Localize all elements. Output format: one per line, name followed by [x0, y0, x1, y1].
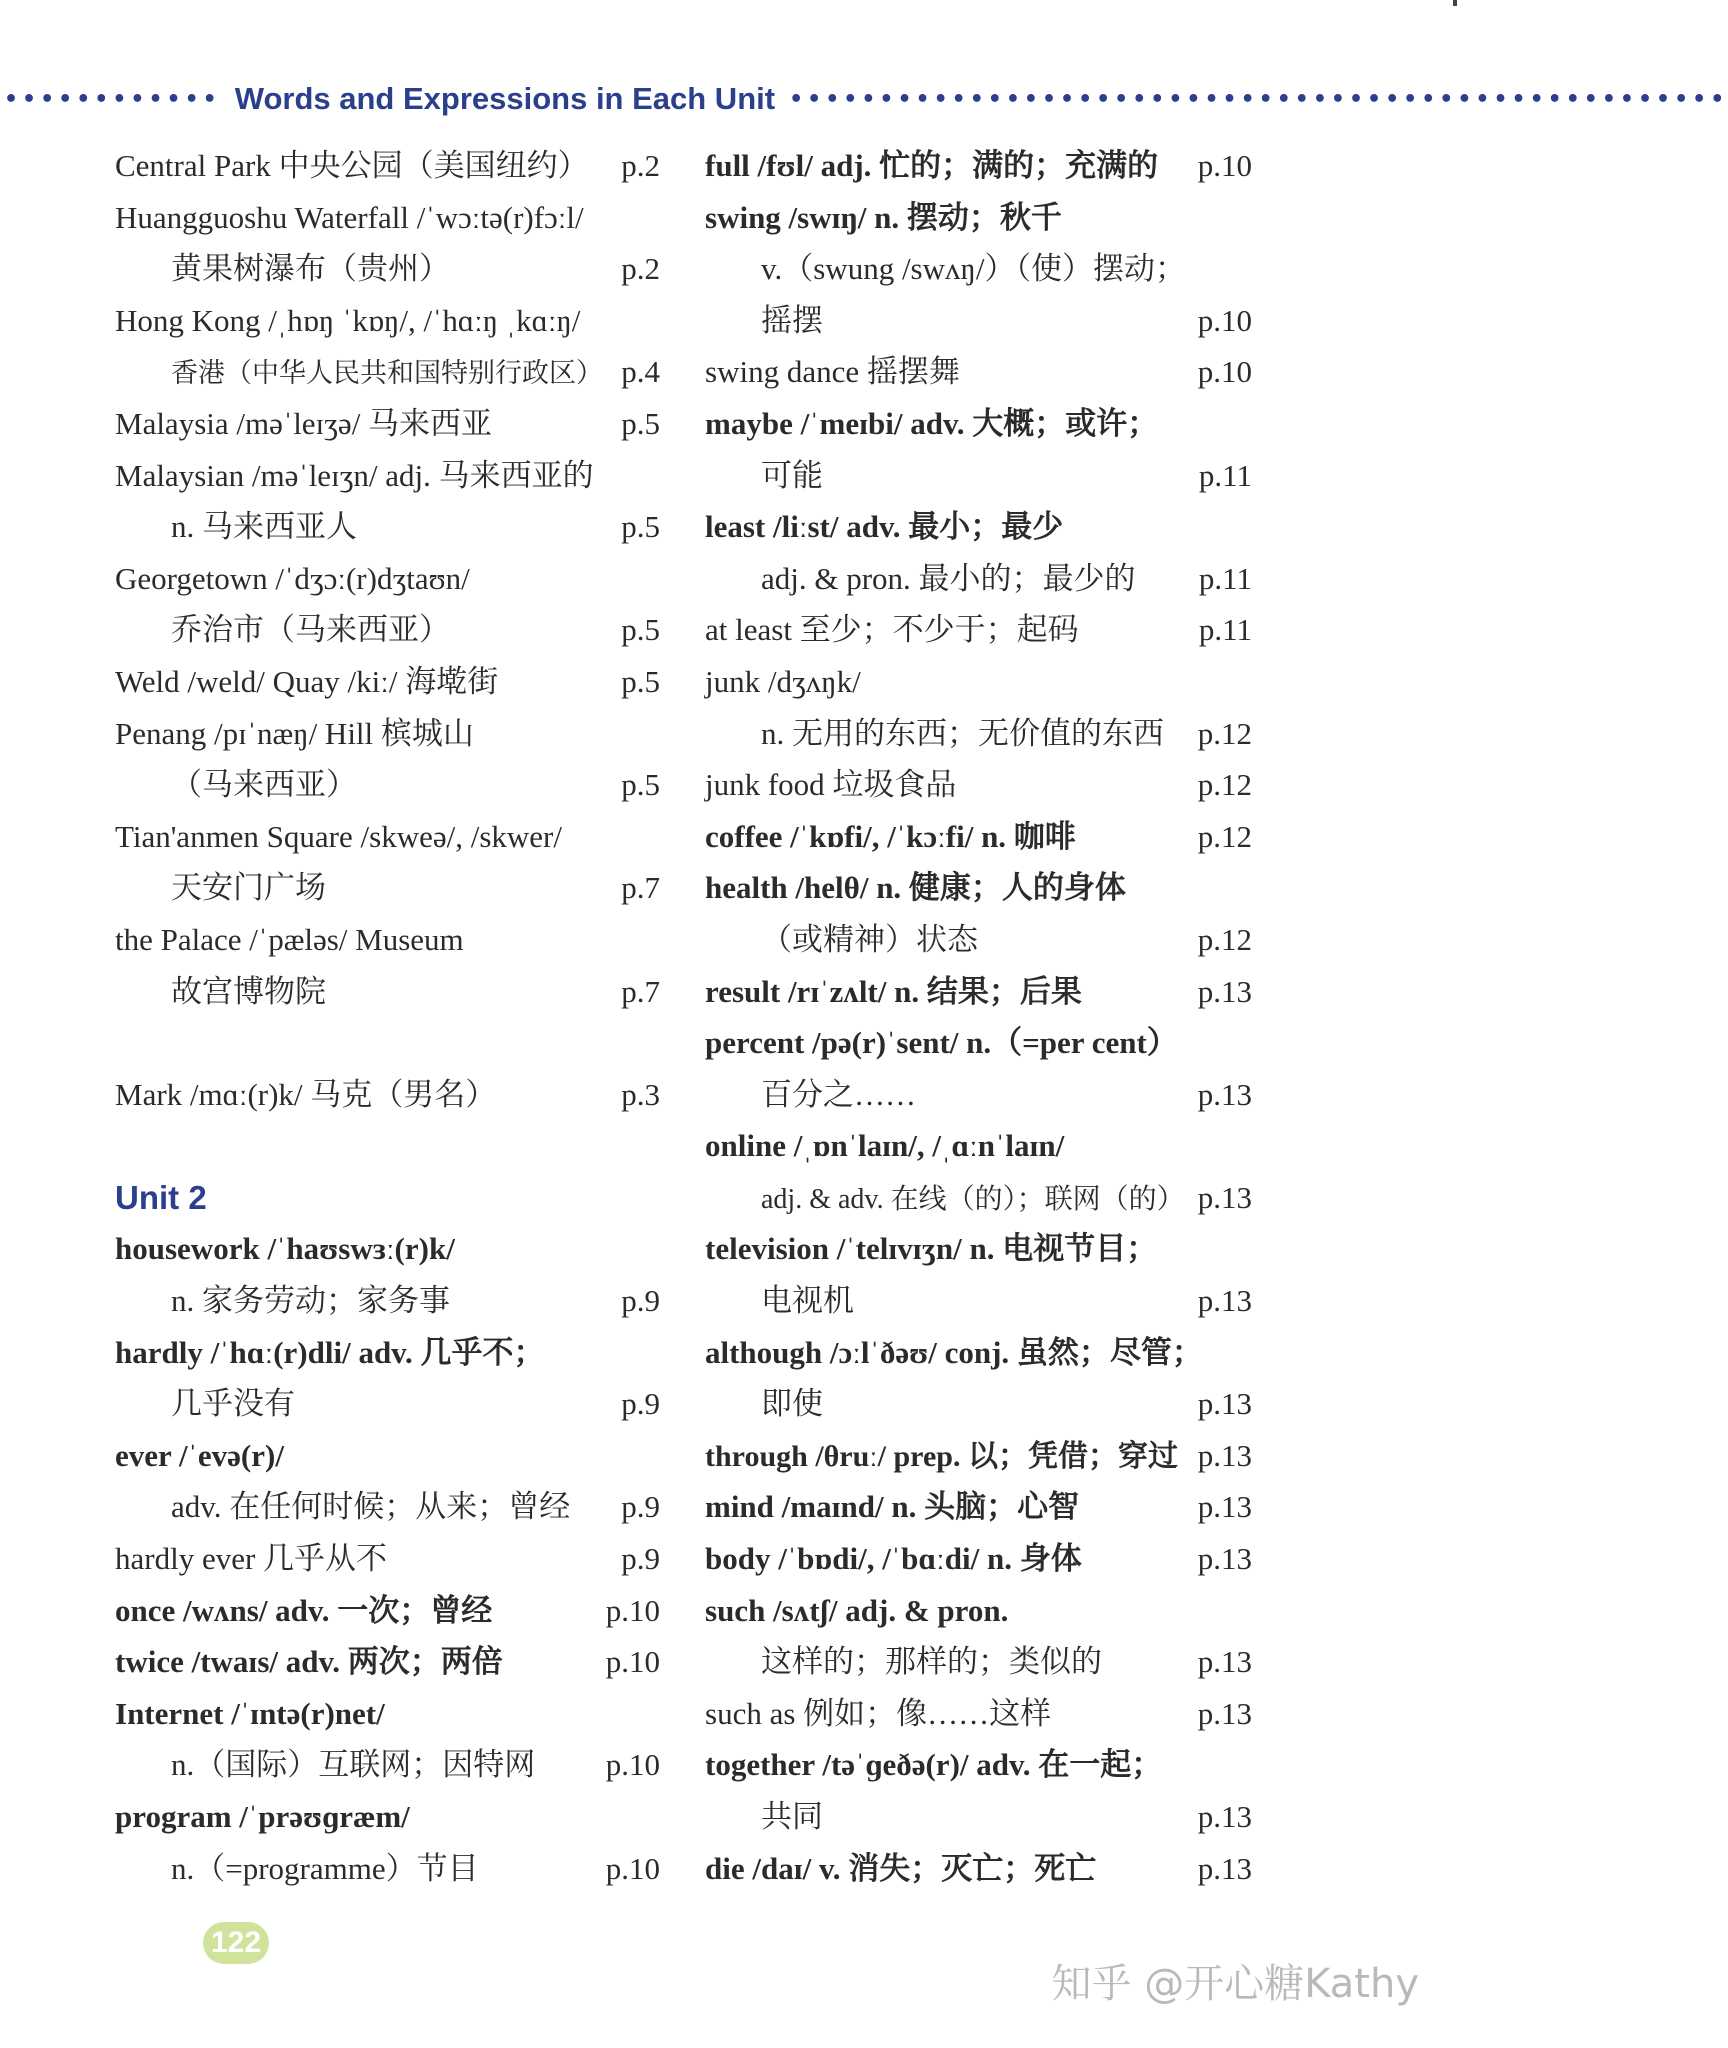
vocab-entry-text: result /rɪˈzʌlt/ n. 结果；后果 [705, 973, 1082, 1009]
vocab-entry-text: coffee /ˈkɒfi/, /ˈkɔːfi/ n. 咖啡 [705, 818, 1076, 854]
vocab-entry-text: at least 至少；不少于；起码 [705, 612, 1079, 648]
page-reference: p.5 [621, 663, 660, 699]
vocab-entry-text: health /helθ/ n. 健康；人的身体 [705, 870, 1126, 906]
vocab-entry-text: junk /dʒʌŋk/ [705, 663, 861, 699]
vocab-line [115, 192, 660, 244]
vocab-line [705, 553, 1252, 605]
vocab-entry-text: Internet /ˈɪntə(r)net/ [115, 1695, 385, 1731]
right-column [705, 140, 1252, 1894]
page-reference: p.13 [1197, 1489, 1252, 1525]
vocab-entry-text: through /θruː/ prep. 以；凭借；穿过 [705, 1439, 1178, 1473]
vocab-line [115, 1688, 660, 1740]
vocab-entry-text: housework /ˈhaʊswɜː(r)k/ [115, 1231, 455, 1267]
vocab-line [115, 708, 660, 760]
vocab-line [115, 553, 660, 605]
page-reference: p.13 [1197, 1076, 1252, 1112]
vocab-line [115, 604, 660, 656]
vocab-entry-text: online /ˌɒnˈlaɪn/, /ˌɑːnˈlaɪn/ [705, 1128, 1065, 1164]
vocab-entry-text: adj. & adv. 在线（的）；联网（的） [761, 1183, 1185, 1215]
vocab-line [705, 914, 1252, 966]
vocab-line [705, 1378, 1252, 1430]
vocab-entry-text: 百分之…… [761, 1076, 916, 1112]
vocab-line [115, 1378, 660, 1430]
page-reference: p.11 [1198, 560, 1252, 596]
vocab-line [705, 708, 1252, 760]
vocab-line [705, 398, 1252, 450]
vocab-line [705, 1172, 1252, 1224]
vocab-line [115, 346, 660, 398]
header-title: Words and Expressions in Each Unit [234, 81, 776, 116]
page-reference: p.5 [621, 767, 660, 803]
page-reference: p.4 [621, 354, 660, 390]
vocab-line [115, 295, 660, 347]
page-reference: p.13 [1197, 1644, 1252, 1680]
vocab-line [705, 1636, 1252, 1688]
vocab-line [705, 1017, 1252, 1069]
left-word-list [115, 140, 660, 1172]
vocab-entry-text: Malaysia /məˈleɪʒə/ 马来西亚 [115, 405, 493, 441]
vocab-entry-text: hardly /ˈhɑː(r)dli/ adv. 几乎不； [115, 1334, 545, 1370]
page-reference: p.9 [621, 1283, 660, 1319]
page-reference: p.13 [1197, 1179, 1252, 1215]
vocab-line [115, 1017, 660, 1069]
vocab-entry-text: n.（国际）互联网；因特网 [171, 1747, 536, 1783]
vocab-line [705, 1843, 1252, 1895]
vocab-line [705, 450, 1252, 502]
vocab-line [115, 1791, 660, 1843]
vocab-entry-text: 摇摆 [761, 302, 823, 338]
section-header [0, 74, 1728, 124]
page-reference: p.7 [621, 973, 660, 1009]
vocab-line [115, 1585, 660, 1637]
vocab-line [705, 1275, 1252, 1327]
vocab-line [705, 604, 1252, 656]
vocab-line [115, 1481, 660, 1533]
page-reference: p.13 [1197, 1850, 1252, 1886]
vocab-entry-text: （马来西亚） [171, 767, 357, 803]
vocab-entry-text: v.（swung /swʌŋ/）（使）摆动； [761, 251, 1186, 287]
vocab-line [705, 1481, 1252, 1533]
vocab-line [115, 243, 660, 295]
vocab-entry-text: ever /ˈevə(r)/ [115, 1437, 284, 1473]
vocab-entry-text: mind /maɪnd/ n. 头脑；心智 [705, 1489, 1080, 1525]
watermark: 知乎 @开心糖Kathy [1051, 1961, 1419, 2007]
page-reference: p.10 [1197, 354, 1252, 390]
page-reference: p.13 [1197, 1283, 1252, 1319]
vocab-line [705, 1069, 1252, 1121]
vocab-entry-text: Penang /pɪˈnæŋ/ Hill 槟城山 [115, 715, 474, 751]
vocab-line [705, 346, 1252, 398]
page-reference: p.13 [1197, 1799, 1252, 1834]
page-reference: p.13 [1197, 1541, 1252, 1577]
vocab-entry-text: adv. 在任何时候；从来；曾经 [171, 1489, 571, 1525]
vocab-line [705, 1223, 1252, 1275]
vocab-line [115, 1275, 660, 1327]
page-reference: p.10 [605, 1850, 660, 1886]
vocab-entry-text: n. 马来西亚人 [171, 509, 357, 545]
vocab-line [705, 966, 1252, 1018]
page-reference: p.13 [1197, 1437, 1252, 1473]
page-reference: p.11 [1198, 457, 1252, 493]
page-reference: p.9 [621, 1386, 660, 1422]
page-reference: p.13 [1197, 1386, 1252, 1422]
header-dots-right: •••••••••••••••••••••••••••••••••••••••••••••••••••• [789, 86, 1728, 112]
vocab-line [705, 1120, 1252, 1172]
page-reference: p.9 [621, 1489, 660, 1525]
vocab-line [705, 192, 1252, 244]
vocab-entry-text: 黄果树瀑布（贵州） [171, 251, 450, 287]
vocab-entry-text: n. 无用的东西；无价值的东西 [761, 715, 1164, 751]
right-word-list [705, 140, 1252, 1894]
page-reference: p.12 [1197, 921, 1252, 957]
vocab-entry-text: n. 家务劳动；家务事 [171, 1283, 450, 1319]
vocab-entry-text: Huangguoshu Waterfall /ˈwɔːtə(r)fɔːl/ [115, 199, 584, 235]
vocab-entry-text: the Palace /ˈpæləs/ Museum [115, 921, 464, 957]
vocab-line [115, 1069, 660, 1121]
vocab-line [115, 398, 660, 450]
left-column [115, 140, 660, 1894]
vocab-entry-text: Mark /mɑː(r)k/ 马克（男名） [115, 1076, 497, 1112]
page-reference: p.7 [621, 870, 660, 906]
page-reference: p.13 [1197, 1695, 1252, 1731]
page-reference: p.10 [605, 1747, 660, 1783]
vocab-line [115, 1430, 660, 1482]
vocab-entry-text: percent /pə(r)ˈsent/ n.（=per cent） [705, 1025, 1178, 1061]
vocab-entry-text: although /ɔːlˈðəʊ/ conj. 虽然；尽管； [705, 1334, 1203, 1370]
vocab-entry-text: program /ˈprəʊɡræm/ [115, 1799, 410, 1834]
vocab-line [705, 1533, 1252, 1585]
vocab-entry-text: Georgetown /ˈdʒɔː(r)dʒtaʊn/ [115, 560, 470, 596]
vocab-entry-text: 共同 [761, 1799, 823, 1834]
vocab-entry-text: together /təˈɡeðə(r)/ adv. 在一起； [705, 1747, 1163, 1783]
vocab-entry-text: such /sʌtʃ/ adj. & pron. [705, 1592, 1009, 1628]
vocab-entry-text: body /ˈbɒdi/, /ˈbɑːdi/ n. 身体 [705, 1541, 1082, 1577]
unit2-word-list [115, 1223, 660, 1894]
vocab-entry-text: Malaysian /məˈleɪʒn/ adj. 马来西亚的 [115, 457, 594, 493]
vocab-line [705, 1585, 1252, 1637]
vocab-line [115, 1120, 660, 1172]
corner-mark [1453, 0, 1457, 6]
vocab-entry-text: Tian'anmen Square /skweə/, /skwer/ [115, 818, 562, 854]
vocab-line [705, 501, 1252, 553]
vocab-entry-text: swing /swɪŋ/ n. 摆动；秋千 [705, 199, 1062, 235]
vocab-line [705, 1688, 1252, 1740]
vocab-entry-text: die /daɪ/ v. 消失；灭亡；死亡 [705, 1850, 1097, 1886]
vocab-entry-text: 这样的；那样的；类似的 [761, 1644, 1102, 1680]
vocab-line [705, 243, 1252, 295]
page-reference: p.5 [621, 405, 660, 441]
page-reference: p.12 [1197, 767, 1252, 803]
vocab-line [115, 450, 660, 502]
vocab-line [705, 1791, 1252, 1843]
page-reference: p.5 [621, 612, 660, 648]
vocab-entry-text: swing dance 摇摆舞 [705, 354, 960, 390]
vocab-entry-text: least /liːst/ adv. 最小；最少 [705, 509, 1064, 545]
page-reference: p.11 [1198, 612, 1252, 648]
vocab-line [115, 656, 660, 708]
vocab-line [115, 966, 660, 1018]
page-reference: p.5 [621, 509, 660, 545]
vocab-entry-text: 即使 [761, 1386, 823, 1422]
vocab-entry-text: Hong Kong /ˌhɒŋ ˈkɒŋ/, /ˈhɑːŋ ˌkɑːŋ/ [115, 302, 581, 338]
vocab-entry-text: 几乎没有 [171, 1386, 295, 1422]
vocab-line [705, 140, 1252, 192]
vocab-entry-text: such as 例如；像……这样 [705, 1695, 1052, 1731]
vocab-entry-text: full /fʊl/ adj. 忙的；满的；充满的 [705, 148, 1159, 183]
vocab-entry-text: twice /twaɪs/ adv. 两次；两倍 [115, 1644, 503, 1680]
page-reference: p.10 [1197, 148, 1252, 183]
vocab-entry-text: Weld /weld/ Quay /kiː/ 海墘街 [115, 663, 499, 699]
page-reference: p.10 [605, 1644, 660, 1680]
vocab-line [115, 140, 660, 192]
vocab-entry-text: maybe /ˈmeɪbi/ adv. 大概；或许； [705, 405, 1159, 441]
page-reference: p.12 [1197, 818, 1252, 854]
vocab-entry-text: once /wʌns/ adv. 一次；曾经 [115, 1592, 493, 1628]
vocab-line [705, 1739, 1252, 1791]
page-number-badge: 122 [203, 1922, 269, 1964]
vocab-line [705, 656, 1252, 708]
vocab-line [705, 862, 1252, 914]
vocab-line [115, 811, 660, 863]
vocab-entry-text: 天安门广场 [171, 870, 326, 906]
vocab-entry-text: 可能 [761, 457, 823, 493]
page-reference: p.9 [621, 1541, 660, 1577]
vocab-line [705, 1430, 1252, 1482]
page-reference: p.12 [1197, 715, 1252, 751]
unit-heading: Unit 2 [115, 1178, 207, 1216]
vocab-entry-text: hardly ever 几乎从不 [115, 1541, 388, 1577]
vocab-line [115, 862, 660, 914]
vocab-line [115, 1636, 660, 1688]
page-reference: p.3 [621, 1076, 660, 1112]
vocab-line [705, 811, 1252, 863]
vocab-line [115, 759, 660, 811]
vocab-entry-text: adj. & pron. 最小的；最少的 [761, 560, 1136, 596]
vocab-line [115, 1533, 660, 1585]
vocab-entry-text: Central Park 中央公园（美国纽约） [115, 148, 589, 183]
vocab-entry-text: （或精神）状态 [761, 921, 978, 957]
vocab-line [705, 295, 1252, 347]
vocab-entry-text: 故宫博物院 [171, 973, 326, 1009]
vocab-entry-text: 乔治市（马来西亚） [171, 612, 450, 648]
vocab-line [705, 759, 1252, 811]
vocab-line [115, 1843, 660, 1895]
page-reference: p.10 [605, 1592, 660, 1628]
vocab-line [115, 914, 660, 966]
vocab-entry-text: 香港（中华人民共和国特别行政区） [171, 358, 603, 389]
page-reference: p.2 [621, 148, 660, 183]
vocab-line [115, 1327, 660, 1379]
vocab-entry-text: 电视机 [761, 1283, 854, 1319]
vocab-entry-text: television /ˈtelɪvɪʒn/ n. 电视节目； [705, 1231, 1158, 1267]
vocab-entry-text: n.（=programme）节目 [171, 1850, 479, 1886]
vocab-line [115, 1739, 660, 1791]
page-reference: p.2 [621, 251, 660, 287]
header-dots-left: •••••••••••• [4, 86, 221, 112]
vocab-line [115, 1223, 660, 1275]
page-reference: p.13 [1197, 973, 1252, 1009]
vocab-line [705, 1327, 1252, 1379]
vocab-entry-text: junk food 垃圾食品 [705, 767, 957, 803]
vocab-line [115, 501, 660, 553]
page-reference: p.10 [1197, 302, 1252, 338]
